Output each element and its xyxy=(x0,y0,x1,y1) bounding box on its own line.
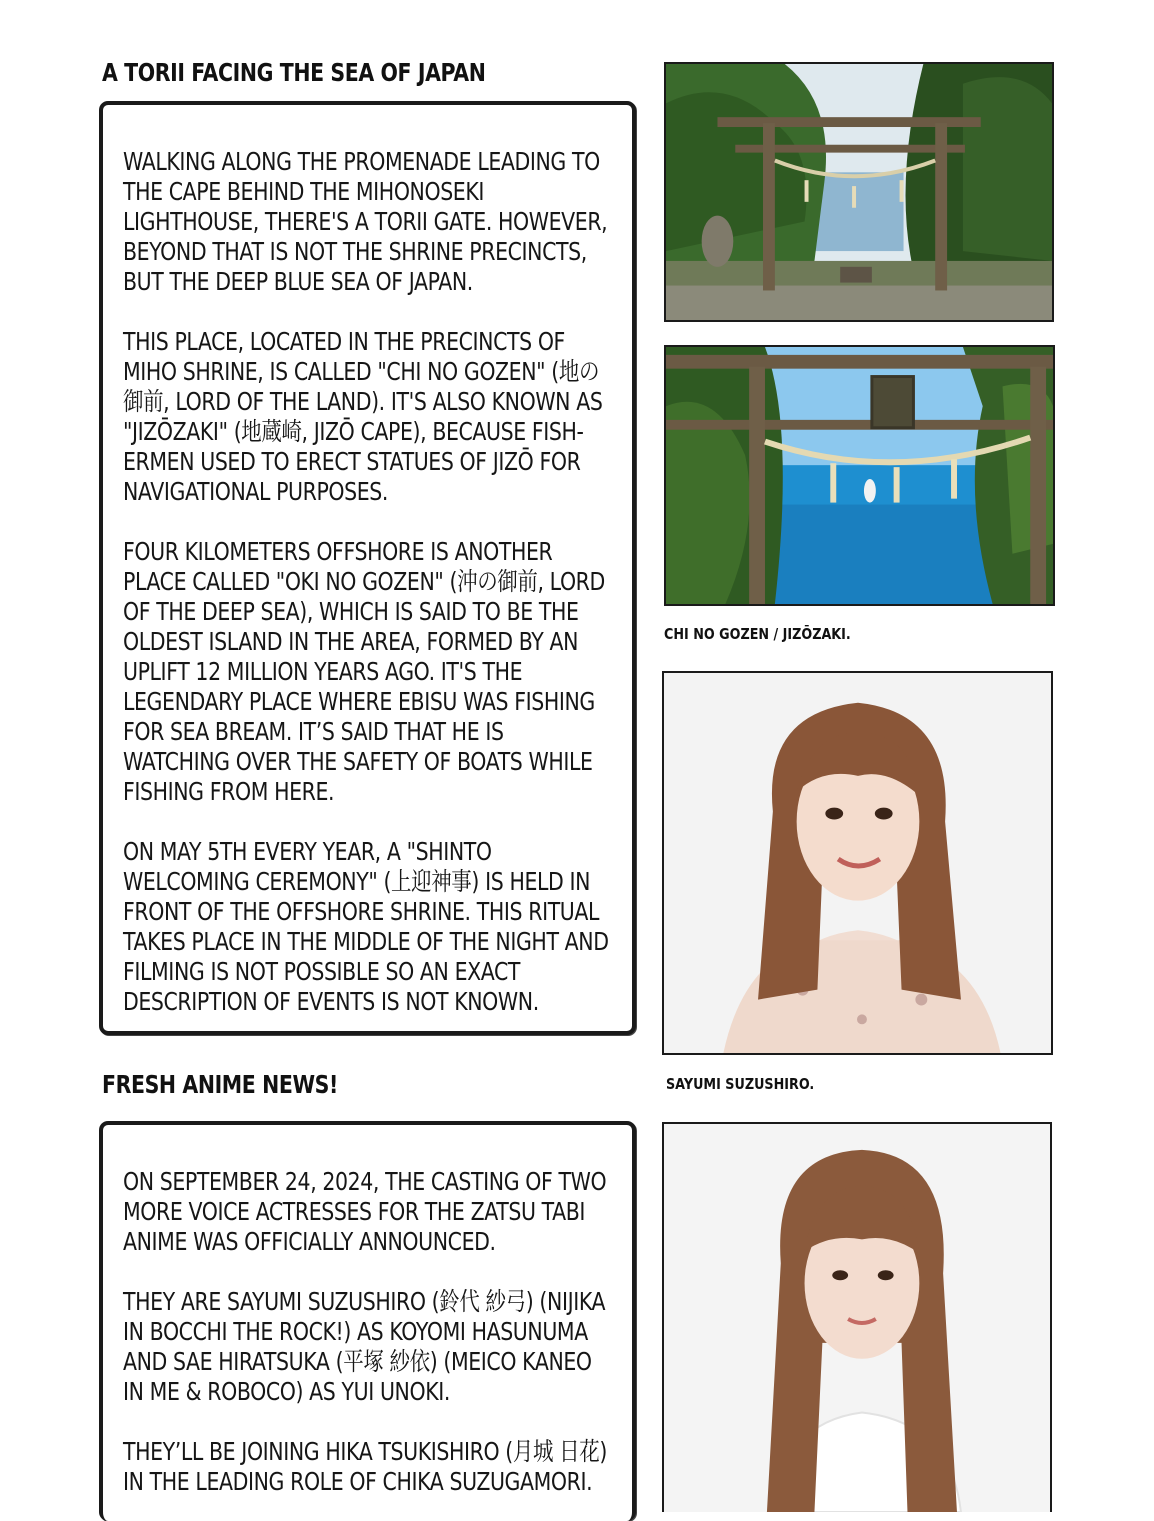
paragraph: FOUR KILOMETERS OFFSHORE IS ANOTHER PLACE CALLED "OKI NO GOZEN" (沖の御前, LORD OF THE DEEP SEA), WHICH IS SAID TO BE THE OLDEST ISLAND IN THE AREA, FORMED BY AN UPLIFT 12 MILLION YEARS AGO. IT'S THE LEGENDARY PLACE WHERE EBISU WAS FISHING FOR SEA BREAM. IT’S SAID THAT HE IS WATCHING OVER THE SAFETY OF BOATS WHILE FISHING FROM HERE. xyxy=(123,537,605,806)
sayumi-caption: SAYUMI SUZUSHIRO. xyxy=(666,1075,815,1093)
paragraph: THIS PLACE, LOCATED IN THE PRECINCTS OF MIHO SHRINE, IS CALLED "CHI NO GOZEN" (地の御前, LORD OF THE LAND). IT'S ALSO KNOWN AS "JIZŌZAKI" (地蔵崎, JIZŌ CAPE), BECAUSE FISH-ERMEN USED TO ERECT STATUES OF JIZŌ FOR NAVIGATIONAL PURPOSES. xyxy=(123,327,603,506)
section-heading-anime-news: FRESH ANIME NEWS! xyxy=(102,1070,338,1099)
sayumi-portrait-photo xyxy=(662,671,1053,1055)
anime-news-panel xyxy=(99,1121,636,1521)
torii-cape-photo xyxy=(664,62,1054,322)
paragraph: ON MAY 5TH EVERY YEAR, A "SHINTO WELCOMING CEREMONY" (上迎神事) IS HELD IN FRONT OF THE OFFSHORE SHRINE. THIS RITUAL TAKES PLACE IN THE MIDDLE OF THE NIGHT AND FILMING IS NOT POSSIBLE SO AN EXACT DESCRIPTION OF EVENTS IS NOT KNOWN. xyxy=(123,837,609,1016)
paragraph: WALKING ALONG THE PROMENADE LEADING TO THE CAPE BEHIND THE MIHONOSEKI LIGHTHOUSE, THERE'S A TORII GATE. HOWEVER, BEYOND THAT IS NOT THE SHRINE PRECINCTS, BUT THE DEEP BLUE SEA OF JAPAN. xyxy=(123,147,608,296)
torii-sea-photo xyxy=(664,345,1055,606)
torii-caption: CHI NO GOZEN / JIZŌZAKI. xyxy=(664,625,851,643)
torii-article-panel xyxy=(99,101,636,1035)
paragraph: THEY ARE SAYUMI SUZUSHIRO (鈴代 紗弓) (NIJIKA IN BOCCHI THE ROCK!) AS KOYOMI HASUNUMA AND SAE HIRATSUKA (平塚 紗依) (MEICO KANEO IN ME & ROBOCO) AS YUI UNOKI. xyxy=(123,1287,606,1406)
torii-article-text xyxy=(123,147,615,1035)
sae-portrait-photo xyxy=(662,1122,1052,1512)
paragraph: ON SEPTEMBER 24, 2024, THE CASTING OF TWO MORE VOICE ACTRESSES FOR THE ZATSU TABI ANIME WAS OFFICIALLY ANNOUNCED. xyxy=(123,1167,607,1256)
paragraph: THEY’LL BE JOINING HIKA TSUKISHIRO (月城 日花) IN THE LEADING ROLE OF CHIKA SUZUGAMORI. xyxy=(123,1437,607,1496)
section-heading-torii: A TORII FACING THE SEA OF JAPAN xyxy=(102,58,486,87)
anime-news-text xyxy=(123,1167,615,1521)
